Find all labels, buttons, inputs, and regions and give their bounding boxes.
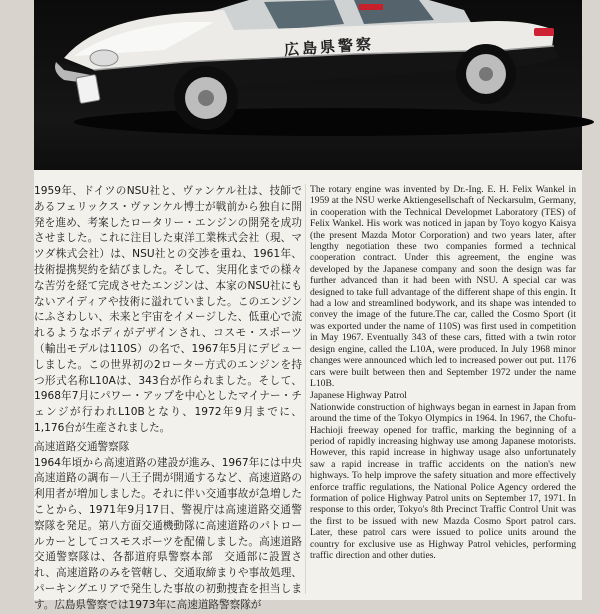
car-photo	[34, 0, 582, 170]
japanese-paragraph-highway-patrol: 1964年頃から高速道路の建設が進み、1967年には中央高速道路の調布－八王子間が開通するなど、高速道路の利用者が増加しました。それに伴い交通事故が急増したことから、1971年9月17日、警視庁は高速道路交通警察隊を発足。第八方面交通機動隊に高速道路のパトロールカーとしてコスモスポーツを配備しました。高速道路交通警察隊は、各都道府県警察本部 交通部に設置され、高速道路のみを管轄し、交通取締まりや事故処理、パーキングエリアで発生した事故の初動捜査を担当します。広島県警察では1973年に高速道路警察隊が	[34, 456, 302, 611]
car-door-lettering: 広島県警察	[283, 34, 375, 60]
english-paragraph-history: The rotary engine was invented by Dr.-Ing. E. H. Felix Wankel in 1959 at the NSU werke Aktiengesellschaft of Neckarsulm, Germany, in cooperation with the Technical Developmet Laboratory (TES) of Felix Wankel. His work was noticed in japan by Toyo kogyo Kaisya (the present Mazda Motor Corporation) and two years later, after lengthy negotiation these two companies formed a technical cooperation contract. Under this agreement, the engine was developed by the Japanese company and soon the design was far further advanced than it had been with NSU. A special car was designed to take full advantage of the different shape of this engin. It had a low and streamlined bodywork, and its shape was intended to convey the image of the future.The car, called the Cosmo Sport (it was exported under the name of 110S) was first used in competition in May 1967. Eventually 343 of these cars, fitted with a twin rotor design engine, called the L10A, were produced. In July 1968 minor changes were announced which led to increased power out put. 1176 cars were built between then and September 1972 under the name L10B.	[310, 184, 576, 389]
english-text-column	[310, 184, 576, 561]
police-car-illustration	[34, 0, 582, 170]
japanese-heading-highway-patrol: 高速道路交通警察隊	[34, 440, 130, 453]
english-heading-highway-patrol: Japanese Highway Patrol	[310, 390, 407, 402]
english-paragraph-highway-patrol: Nationwide construction of highways began in earnest in Japan from around the time of the Tokyo Olympics in 1964. In 1967, the Chofu-Hachioji freeway opened for traffic, marking the beginning of a period of rapidly increasing highway use among Japanese motorists. However, this rapid increase in highway usage also unfortunately saw a rapid increase in traffic accidents on the nation's new highways. To help improve the safety situation and more effectively enforce traffic regulations, the National Police Agency ordered the formation of police Highway Patrol units on September 17, 1971. In response to this order, Tokyo's 8th Precinct Traffic Control Unit was the first to be issued with new Mazda Cosmo Sport patrol cars. Later, these patrol cars were issued to police units around the country for exclusive use as Highway Patrol vehicles, performing traffic direction and other duties.	[310, 401, 576, 561]
column-divider	[305, 184, 306, 594]
japanese-text-column	[34, 184, 302, 614]
japanese-paragraph-history: 1959年、ドイツのNSU社と、ヴァンケル社は、技師であるフェリックス・ヴァンケル博士が戦前から独自に開発を進め、考案したロータリー・エンジンの開発を成功させました。これに注目した東洋工業株式会社（現、マツダ株式会社）は、NSU社との交渉を重ね、1961年、技術提携契約を結びました。そして、実用化までの様々な苦労を経て完成させたエンジンは、本家のNSU社にもないアイディアや技術に溢れていました。このエンジンにふさわしい、未来と宇宙をイメージした、低重心で流れるようなボディがデザインされ、コスモ・スポーツ（輸出モデルは110S）の名で、1967年5月にデビューしました。この世界初の2ローター方式のエンジンを持つ形式名称L10Aは、343台が作られました。そして、1968年7月にパワー・アップを中心としたマイナー・チェンジが行われL10Bとなり、1972年9月までに、1,176台が生産されました。	[34, 185, 302, 434]
instruction-sheet	[34, 0, 582, 611]
